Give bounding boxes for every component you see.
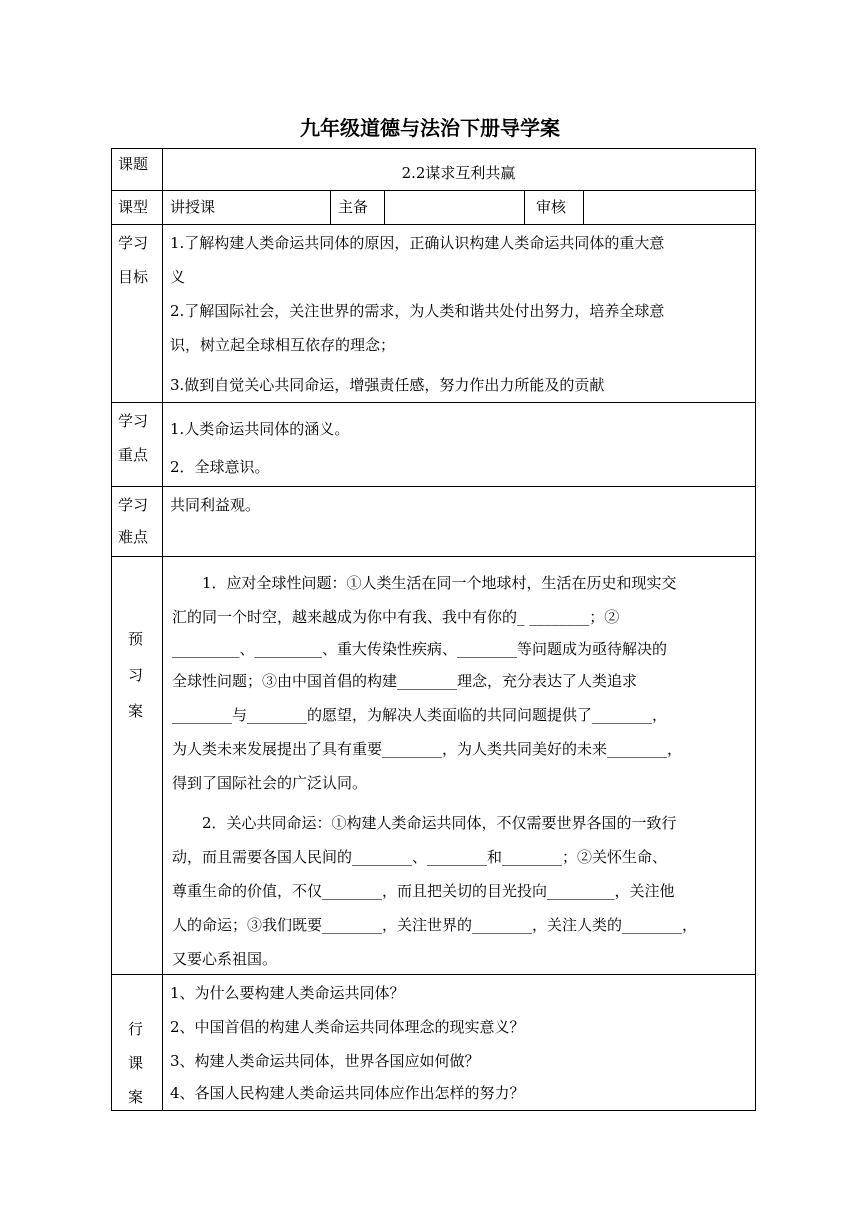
type-label: 课型 <box>118 198 149 216</box>
lesson-label-char: 课 <box>128 1054 144 1072</box>
diff-label-1: 学习 <box>118 496 149 514</box>
topic-label: 课题 <box>118 155 149 173</box>
preview-p1-line: ________与________的愿望，为解决人类面临的共同问题提供了________， <box>172 706 668 724</box>
preview-p1-line: 全球性问题；③由中国首倡的构建________理念，充分表达了人类追求 <box>172 672 638 690</box>
goals-item: 3.做到自觉关心共同命运，增强责任感，努力作出力所能及的贡献 <box>170 376 605 394</box>
goals-item: 识，树立起全球相互依存的理念； <box>170 336 396 354</box>
prep-label: 主备 <box>338 198 369 216</box>
preview-p1-line: 为人类未来发展提出了具有重要________，为人类共同美好的未来________， <box>172 740 683 758</box>
topic-value: 2.2谋求互利共赢 <box>401 164 516 182</box>
preview-label-char: 预 <box>128 630 144 648</box>
goals-item: 1.了解构建人类命运共同体的原因，正确认识构建人类命运共同体的重大意 <box>170 234 665 252</box>
preview-p1-line: _________、_________、重大传染性疾病、________等问题成为亟待解决的 <box>172 640 668 658</box>
preview-p1-line: 1．应对全球性问题：①人类生活在同一个地球村，生活在历史和现实交 <box>202 574 677 592</box>
key-label-2: 重点 <box>118 446 149 464</box>
preview-p2-line: 尊重生命的价值，不仅________，而且把关切的目光投向_________，关注他 <box>172 882 675 900</box>
preview-p2-line: 动，而且需要各国人民间的________、________和________；②关怀生命、 <box>172 848 668 866</box>
type-value: 讲授课 <box>170 198 216 216</box>
lesson-question: 3、构建人类命运共同体，世界各国应如何做？ <box>170 1052 480 1070</box>
preview-p2-line: 2．关心共同命运：①构建人类命运共同体，不仅需要世界各国的一致行 <box>202 814 677 832</box>
diff-item: 共同利益观。 <box>170 496 261 514</box>
review-label: 审核 <box>536 198 567 216</box>
lesson-question: 2、中国首倡的构建人类命运共同体理念的现实意义？ <box>170 1018 525 1036</box>
goals-label-1: 学习 <box>118 234 149 252</box>
lesson-label-char: 行 <box>128 1020 144 1038</box>
goals-item: 义 <box>170 268 186 286</box>
preview-p1-line: 得到了国际社会的广泛认同。 <box>172 774 368 792</box>
preview-label-char: 习 <box>128 666 144 684</box>
preview-p2-line: 又要心系祖国。 <box>172 950 278 968</box>
goals-label-2: 目标 <box>118 268 149 286</box>
document-title: 九年级道德与法治下册导学案 <box>300 116 560 140</box>
preview-p2-line: 人的命运；③我们既要________，关注世界的________，关注人类的________， <box>172 916 698 934</box>
key-label-1: 学习 <box>118 412 149 430</box>
key-item: 2．全球意识。 <box>170 458 270 476</box>
lesson-question: 4、各国人民构建人类命运共同体应作出怎样的努力？ <box>170 1084 525 1102</box>
diff-label-2: 难点 <box>118 528 149 546</box>
goals-item: 2.了解国际社会，关注世界的需求，为人类和谐共处付出努力，培养全球意 <box>170 302 665 320</box>
preview-p1-line: 汇的同一个时空，越来越成为你中有我、我中有你的_ ________；② <box>172 608 620 626</box>
lesson-label-char: 案 <box>128 1088 144 1106</box>
lesson-question: 1、为什么要构建人类命运共同体？ <box>170 984 405 1002</box>
preview-label-char: 案 <box>128 702 144 720</box>
key-item: 1.人类命运共同体的涵义。 <box>170 420 350 438</box>
